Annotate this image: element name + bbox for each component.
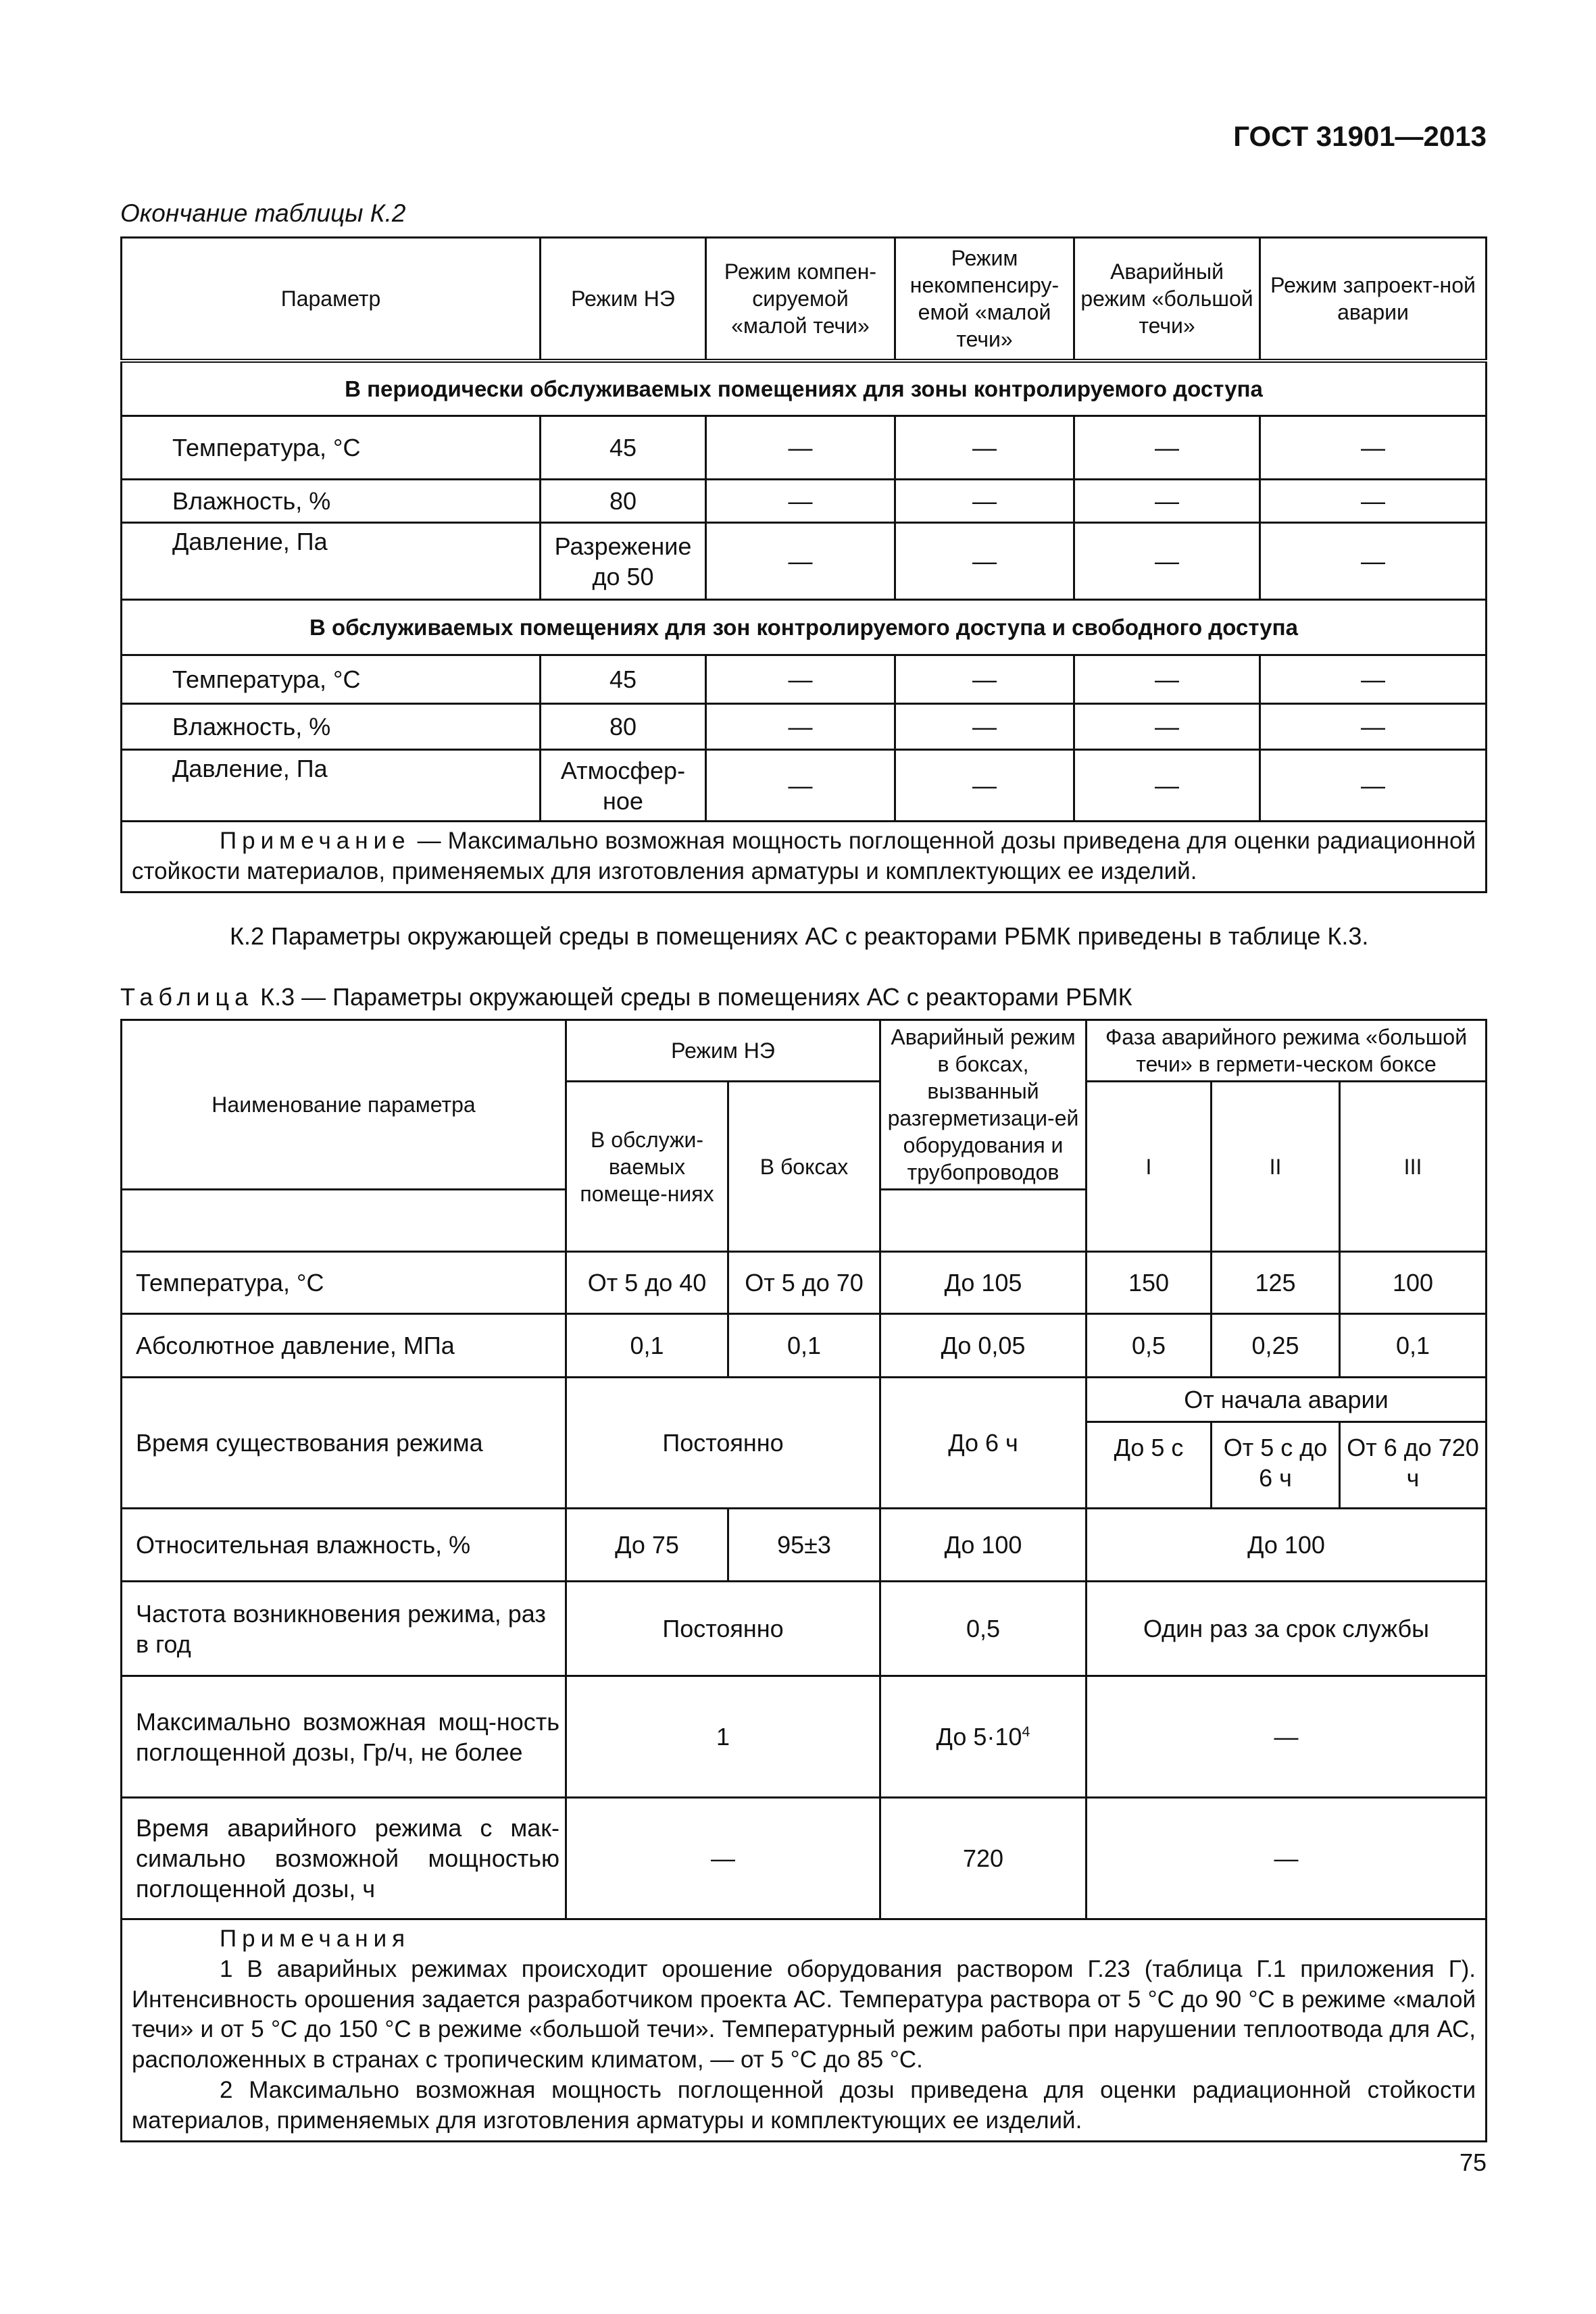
value-c1: —: [706, 655, 895, 704]
value-phase-2: 125: [1212, 1252, 1340, 1314]
value-emergency: 0,5: [880, 1582, 1087, 1676]
value-c3: —: [1074, 704, 1260, 750]
notes-label: Примечания: [220, 1926, 411, 1952]
header-phase-3: III: [1340, 1082, 1487, 1252]
value-emergency: До 6 ч: [880, 1378, 1087, 1509]
value-served: От 5 до 40: [566, 1252, 728, 1314]
value-ne: Постоянно: [566, 1378, 880, 1509]
value-c1: —: [706, 480, 895, 523]
table-k2-section-row: [122, 600, 1487, 655]
table-row: [122, 1798, 1487, 1919]
param-name: Максимально возможная мощ-ность поглощенной дозы, Гр/ч, не более: [122, 1676, 566, 1798]
value-c3: —: [1074, 655, 1260, 704]
value-emergency: [880, 1676, 1087, 1798]
value-ne: 1: [566, 1676, 880, 1798]
value-boxes: 95±3: [728, 1509, 880, 1582]
param-name: Давление, Па: [122, 523, 541, 600]
value-c4: —: [1260, 416, 1487, 480]
table-k3-caption: [120, 983, 1132, 1011]
table-row: [122, 523, 1487, 600]
param-name: Абсолютное давление, МПа: [122, 1314, 566, 1378]
header-mode-ne: Режим НЭ: [541, 238, 706, 361]
table-k2: [120, 236, 1487, 893]
value-c1: —: [706, 750, 895, 822]
header-compensated-leak: Режим компен-сируемой «малой течи»: [706, 238, 895, 361]
value-c1: —: [706, 416, 895, 480]
header-emergency-boxes: Аварийный режим в боксах, вызванный разгерметизаци-ей оборудования и трубопроводов: [880, 1020, 1087, 1190]
param-name: Относительная влажность, %: [122, 1509, 566, 1582]
header-beyond-design: Режим запроект-ной аварии: [1260, 238, 1487, 361]
table-row: [122, 1252, 1487, 1314]
table-k3-header-row: [122, 1020, 1487, 1082]
table-k3: [120, 1019, 1487, 2142]
header-uncompensated-leak: Режим некомпенсиру-емой «малой течи»: [895, 238, 1074, 361]
value-c2: —: [895, 416, 1074, 480]
value-phase-3: От 6 до 720 ч: [1340, 1422, 1487, 1509]
value-c4: —: [1260, 523, 1487, 600]
value-phase-1: 150: [1087, 1252, 1212, 1314]
param-name: Температура, °С: [122, 655, 541, 704]
value-phase: —: [1087, 1798, 1487, 1919]
note-text: — Максимально возможная мощность поглощенной дозы приведена для оценки радиационной стойкости материалов, применяемых для изготовления арматуры и комплектующих ее изделий.: [132, 828, 1476, 884]
note-label: Примечание: [220, 828, 411, 854]
value-phase-1: До 5 с: [1087, 1422, 1212, 1509]
note-2: 2 Максимально возможная мощность поглощенной дозы приведена для оценки радиационной стойкости материалов, применяемых для изготовления арматуры и комплектующих ее изделий.: [132, 2076, 1476, 2134]
value-c3: —: [1074, 416, 1260, 480]
table-k2-note-row: [122, 822, 1487, 892]
value-c3: —: [1074, 523, 1260, 600]
value-c1: —: [706, 704, 895, 750]
value-c4: —: [1260, 480, 1487, 523]
dose-rate-base: До 5·10: [936, 1723, 1022, 1751]
table-row: [122, 1378, 1487, 1422]
value-ne: Разрежение до 50: [541, 523, 706, 600]
header-phase-1: I: [1087, 1082, 1212, 1252]
value-emergency: До 105: [880, 1252, 1087, 1314]
param-name: Давление, Па: [122, 750, 541, 822]
note-1: 1 В аварийных режимах происходит орошение оборудования раствором Г.23 (таблица Г.1 приложения Г). Интенсивность орошения задается разработчиком проекта АС. Температура раствора от 5 °С до 90 °С в режиме «малой течи» и от 5 °С до 150 °С в режиме «большой течи». Температурный режим работы при нарушении теплоотвода для АС, расположенных в странах с тропическим климатом, — от 5 °С до 85 °С.: [132, 1955, 1476, 2073]
value-ne: Постоянно: [566, 1582, 880, 1676]
value-phase: Один раз за срок службы: [1087, 1582, 1487, 1676]
value-ne: Атмосфер-ное: [541, 750, 706, 822]
value-phase-1: 0,5: [1087, 1314, 1212, 1378]
param-name: Время аварийного режима с мак-симально возможной мощностью поглощенной дозы, ч: [122, 1798, 566, 1919]
value-phase: До 100: [1087, 1509, 1487, 1582]
value-c3: —: [1074, 750, 1260, 822]
value-emergency: До 0,05: [880, 1314, 1087, 1378]
value-c3: —: [1074, 480, 1260, 523]
header-boxes: В боксах: [728, 1082, 880, 1252]
caption-label: Таблица: [120, 983, 254, 1011]
value-phase: —: [1087, 1676, 1487, 1798]
document-code: ГОСТ 31901—2013: [1233, 120, 1487, 152]
value-served: 0,1: [566, 1314, 728, 1378]
table-row: [122, 416, 1487, 480]
value-ne: 80: [541, 480, 706, 523]
value-boxes: От 5 до 70: [728, 1252, 880, 1314]
value-emergency: До 100: [880, 1509, 1087, 1582]
value-c2: —: [895, 523, 1074, 600]
table-row: [122, 1509, 1487, 1582]
table-row: [122, 1314, 1487, 1378]
dose-rate-exponent: 4: [1022, 1723, 1030, 1740]
header-served-rooms: В обслужи-ваемых помеще-ниях: [566, 1082, 728, 1252]
header-phase: Фаза аварийного режима «большой течи» в гермети-ческом боксе: [1087, 1020, 1487, 1082]
value-phase-3: 0,1: [1340, 1314, 1487, 1378]
param-name: Влажность, %: [122, 704, 541, 750]
value-c4: —: [1260, 655, 1487, 704]
table-row: [122, 655, 1487, 704]
value-c2: —: [895, 704, 1074, 750]
caption-text: К.3 — Параметры окружающей среды в помещениях АС с реакторами РБМК: [253, 983, 1132, 1011]
value-ne: 80: [541, 704, 706, 750]
table-row: [122, 1582, 1487, 1676]
table-row: [122, 704, 1487, 750]
section-title: В обслуживаемых помещениях для зон контролируемого доступа и свободного доступа: [122, 600, 1487, 655]
param-name: Частота возникновения режима, раз в год: [122, 1582, 566, 1676]
phase-since-start: От начала аварии: [1087, 1378, 1487, 1422]
paragraph-k2: К.2 Параметры окружающей среды в помещениях АС с реакторами РБМК приведены в таблице К.3.: [230, 922, 1369, 950]
header-phase-2: II: [1212, 1082, 1340, 1252]
table-k3-notes-row: [122, 1919, 1487, 2142]
header-mode-ne: Режим НЭ: [566, 1020, 880, 1082]
value-served: До 75: [566, 1509, 728, 1582]
section-title: В периодически обслуживаемых помещениях для зоны контролируемого доступа: [122, 361, 1487, 416]
value-c2: —: [895, 655, 1074, 704]
page-number: 75: [1459, 2148, 1487, 2176]
param-name: Температура, °С: [122, 1252, 566, 1314]
table-k2-header-row: [122, 238, 1487, 361]
table-k3-notes: [122, 1919, 1487, 2142]
value-emergency: 720: [880, 1798, 1087, 1919]
value-c2: —: [895, 750, 1074, 822]
header-emergency-spacer: [880, 1190, 1087, 1252]
value-phase-2: 0,25: [1212, 1314, 1340, 1378]
header-parameter: Параметр: [122, 238, 541, 361]
table-row: [122, 480, 1487, 523]
value-c4: —: [1260, 750, 1487, 822]
header-large-leak: Аварийный режим «большой течи»: [1074, 238, 1260, 361]
table-row: [122, 1676, 1487, 1798]
value-ne: 45: [541, 655, 706, 704]
param-name: Влажность, %: [122, 480, 541, 523]
table-k2-section-row: [122, 361, 1487, 416]
table-k2-note: [122, 822, 1487, 892]
value-phase-2: От 5 с до 6 ч: [1212, 1422, 1340, 1509]
header-name: Наименование параметра: [122, 1020, 566, 1190]
value-c1: —: [706, 523, 895, 600]
value-ne: 45: [541, 416, 706, 480]
table-k2-caption: Окончание таблицы К.2: [120, 199, 406, 227]
param-name: Время существования режима: [122, 1378, 566, 1509]
value-c2: —: [895, 480, 1074, 523]
table-row: [122, 750, 1487, 822]
value-c4: —: [1260, 704, 1487, 750]
param-name: Температура, °С: [122, 416, 541, 480]
header-name-spacer: [122, 1190, 566, 1252]
value-phase-3: 100: [1340, 1252, 1487, 1314]
value-boxes: 0,1: [728, 1314, 880, 1378]
value-ne: —: [566, 1798, 880, 1919]
